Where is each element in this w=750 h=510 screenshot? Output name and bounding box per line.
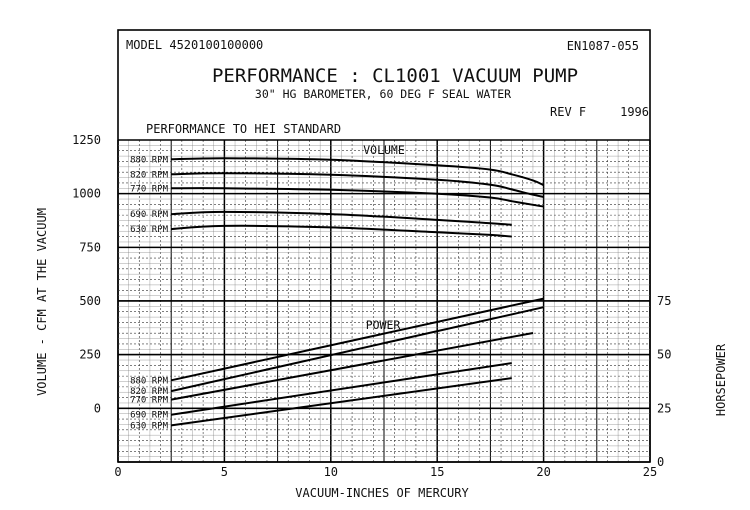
volume-curve-label: 820 RPM	[130, 170, 168, 181]
y-tick-label: 250	[79, 347, 101, 362]
y-tick-label: 750	[79, 240, 101, 255]
model-number: MODEL 4520100100000	[126, 38, 264, 52]
volume-curve-label: 770 RPM	[130, 184, 168, 195]
standard-note: PERFORMANCE TO HEI STANDARD	[146, 122, 342, 136]
document-number: EN1087-055	[566, 39, 639, 53]
x-axis-title: VACUUM-INCHES OF MERCURY	[295, 486, 469, 500]
y-axis-title: VOLUME - CFM AT THE VACUUM	[35, 208, 49, 396]
y2-tick-label: 50	[657, 347, 672, 362]
y2-axis-title: HORSEPOWER	[714, 343, 728, 417]
x-tick-label: 20	[536, 465, 551, 479]
y-tick-label: 0	[93, 401, 101, 416]
power-curve-label: 820 RPM	[130, 387, 168, 398]
power-curve-label: 690 RPM	[130, 410, 168, 421]
y2-tick-label: 0	[657, 455, 665, 469]
volume-curve-label: 880 RPM	[130, 155, 168, 166]
x-tick-label: 10	[323, 465, 339, 479]
y2-tick-label: 25	[657, 401, 672, 416]
revision-label: REV F	[550, 105, 587, 119]
revision-year: 1996	[620, 105, 649, 119]
volume-curve	[171, 158, 543, 185]
power-curve-label: 880 RPM	[130, 376, 168, 387]
y2-tick-label: 75	[657, 293, 672, 308]
volume-curve-label: 690 RPM	[130, 210, 168, 221]
x-tick-label: 5	[220, 465, 229, 479]
power-curve-label: 770 RPM	[130, 395, 168, 406]
y-tick-label: 1250	[72, 133, 101, 147]
x-tick-label: 0	[114, 465, 122, 479]
chart-title: PERFORMANCE : CL1001 VACUUM PUMP	[211, 65, 579, 87]
power-curve-label: 630 RPM	[130, 421, 168, 432]
x-tick-label: 25	[642, 465, 658, 479]
chart-subtitle: 30" HG BAROMETER, 60 DEG F SEAL WATER	[254, 87, 512, 101]
y-tick-label: 500	[79, 294, 101, 308]
curves	[171, 158, 543, 425]
volume-curve	[171, 188, 543, 206]
y-tick-label: 1000	[72, 186, 101, 201]
volume-curves-label: VOLUME	[363, 143, 405, 157]
x-tick-label: 15	[429, 465, 445, 479]
tick-labels	[72, 133, 671, 479]
volume-curve-label: 630 RPM	[130, 225, 168, 236]
power-curve	[171, 299, 543, 381]
power-curves-label: POWER	[365, 318, 401, 332]
